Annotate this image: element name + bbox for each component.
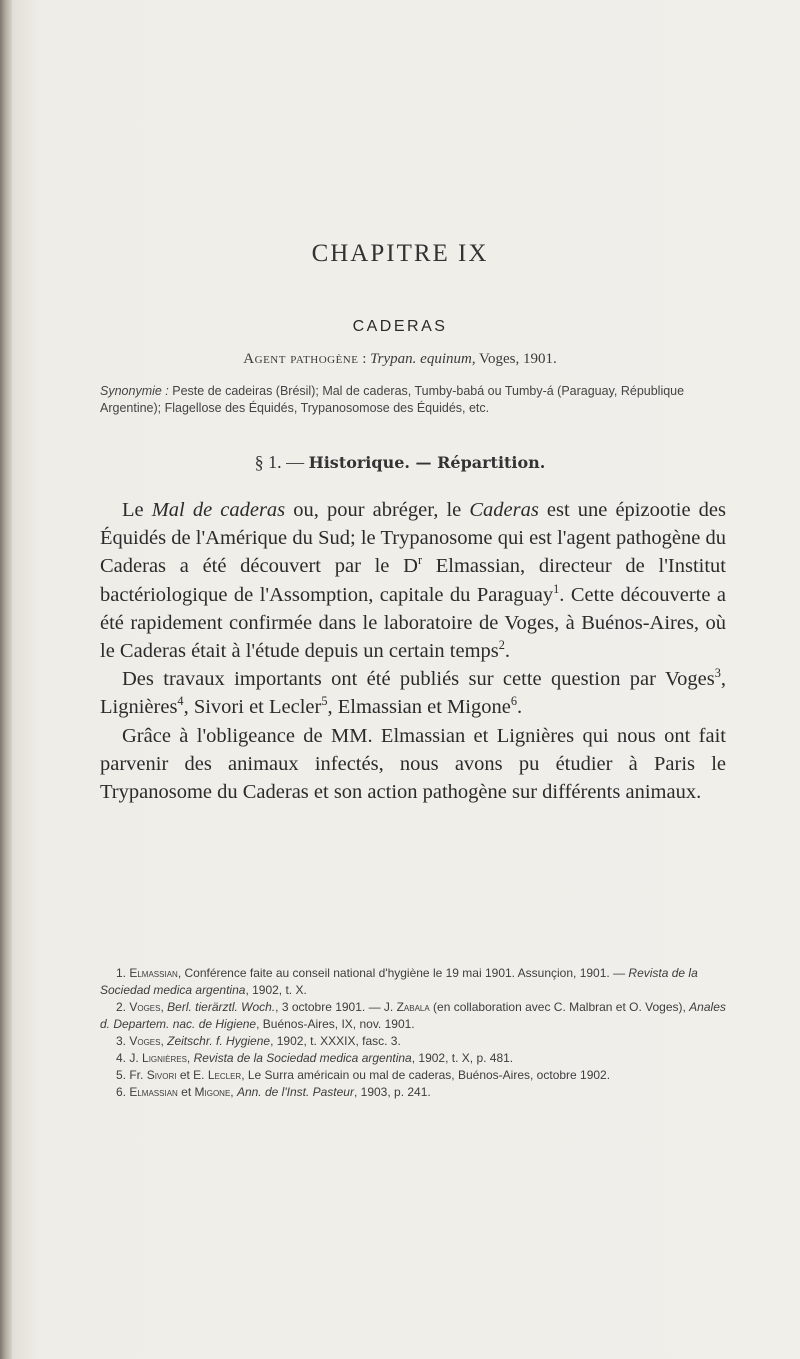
page-binding-shadow (0, 0, 12, 1359)
footnote-ref-5: 5 (321, 694, 328, 709)
footnote-6-number: 6. (116, 1085, 130, 1099)
section-heading (0, 452, 800, 473)
synonymie-block (100, 383, 725, 417)
footnote-3-journal: Zeitschr. f. Hygiene (167, 1034, 271, 1048)
footnote-5-author-2: Lecler (207, 1068, 242, 1082)
footnote-3-text-a: , (160, 1034, 168, 1048)
footnote-1-text-a: , Conférence faite au conseil national d'hygiène le 19 mai 1901. Assunçion, 1901. — (177, 966, 629, 980)
footnote-4 (100, 1050, 727, 1067)
footnote-2-text-c: (en collaboration avec C. Malbran et O. Voges), (429, 1000, 690, 1014)
footnote-5-text-b: , Le Surra américain ou mal de caderas, Buénos-Aires, octobre 1902. (241, 1068, 611, 1082)
footnote-5-text-a: et E. (176, 1068, 208, 1082)
footnote-2-text-b: , 3 octobre 1901. — J. (275, 1000, 397, 1014)
p1-sup-docteur: r (417, 553, 423, 568)
p2-text-d: , Elmassian et Migone (327, 696, 511, 719)
pathogen-agent-line (0, 351, 800, 368)
paragraph-1 (100, 496, 726, 665)
footnote-6-author-2: Migone (194, 1085, 231, 1099)
footnotes (100, 965, 727, 1101)
footnote-2-author: Voges (129, 1000, 161, 1014)
footnote-1 (100, 965, 727, 999)
p2-text-a: Des travaux importants ont été publiés sur cette question par Voges (122, 668, 715, 691)
p1-text-g: . Cette découverte a été rapidement confirmée dans le laboratoire de Voges, à Buénos-Aires, où le Caderas était à l'étude depuis un certain temps (100, 583, 726, 663)
section-number: § 1. — (254, 452, 305, 472)
p1-text-h: . (504, 640, 511, 663)
footnote-4-number: 4. J. (116, 1051, 143, 1065)
footnote-ref-3: 3 (714, 666, 721, 681)
footnote-2-journal-2: Anales d. Departem. nac. de Higiene (100, 1000, 726, 1031)
footnote-4-journal: Revista de la Sociedad medica argentina (193, 1051, 412, 1065)
footnote-4-author: Lignières (142, 1051, 187, 1065)
footnote-1-journal: Revista de la Sociedad medica argentina (100, 966, 698, 997)
footnote-3-number: 3. (116, 1034, 130, 1048)
p2-text-b: , Lignières (100, 668, 726, 719)
footnote-2-journal: Berl. tierärztl. Woch. (167, 1000, 276, 1014)
p1-text-f: Elmassian, directeur de l'Institut bactériologique de l'Assomption, capitale du Paraguay (100, 555, 726, 606)
footnote-2 (100, 999, 727, 1033)
body-text (100, 496, 726, 806)
footnote-1-text-b: , 1902, t. X. (245, 983, 307, 997)
footnote-2-number: 2. (116, 1000, 130, 1014)
agent-separator: : (358, 351, 371, 367)
p1-italic-mal-de-caderas: Mal de caderas (151, 499, 286, 521)
footnote-1-author: Elmassian (129, 966, 178, 980)
footnote-ref-4: 4 (177, 694, 184, 709)
paragraph-2 (100, 665, 726, 721)
footnote-ref-2: 2 (498, 638, 505, 653)
footnote-2-text-a: , (160, 1000, 168, 1014)
footnote-3-text-b: , 1902, t. XXXIX, fasc. 3. (270, 1034, 401, 1048)
synonymie-text: Peste de cadeiras (Brésil); Mal de caderas, Tumby-babá ou Tumby-á (Paraguay, République Argentine); Flagellose des Équidés, Trypanosomose des Équidés, etc. (100, 384, 685, 415)
footnote-ref-1: 1 (553, 581, 560, 596)
synonymie-label: Synonymie : (100, 384, 169, 398)
footnote-2-text-d: , Buénos-Aires, IX, nov. 1901. (256, 1017, 415, 1031)
p1-text-e: est une épizootie des Équidés de l'Amérique du Sud; le Trypanosome qui est l'agent pathogène du Caderas a été découvert par le D (100, 499, 726, 578)
footnote-3 (100, 1033, 727, 1050)
footnote-6-text-b: , (230, 1085, 237, 1099)
p1-italic-caderas: Caderas (469, 499, 539, 521)
chapter-title: CHAPITRE IX (311, 240, 489, 267)
footnote-6-text-c: , 1903, p. 241. (353, 1085, 431, 1099)
footnote-6 (100, 1084, 727, 1101)
subject-title: CADERAS (352, 318, 448, 335)
footnote-1-number: 1. (116, 966, 130, 980)
footnote-6-journal: Ann. de l'Inst. Pasteur (236, 1085, 354, 1099)
footnote-5-number: 5. Fr. (116, 1068, 147, 1082)
paragraph-3: Grâce à l'obligeance de MM. Elmassian et Lignières qui nous ont fait parvenir des animaux infectés, nous avons pu étudier à Paris le Trypanosome du Caderas et son action pathogène sur différents animaux. (100, 724, 726, 804)
p2-text-c: , Sivori et Lecler (183, 696, 322, 719)
p2-text-e: . (517, 696, 523, 719)
p1-text-a: Le (122, 499, 152, 521)
p1-text-c: ou, pour abréger, le (285, 499, 470, 521)
footnote-5 (100, 1067, 727, 1084)
agent-authority: , Voges, 1901. (471, 351, 557, 367)
footnote-2-author-2: Zabala (396, 1000, 430, 1014)
footnote-3-author: Voges (129, 1034, 161, 1048)
footnote-4-text-a: , (186, 1051, 194, 1065)
agent-species: Trypan. equinum (370, 351, 472, 367)
agent-label: Agent pathogène (243, 351, 359, 367)
footnote-6-text-a: et (177, 1085, 195, 1099)
footnote-5-author: Sivori (146, 1068, 177, 1082)
footnote-6-author: Elmassian (129, 1085, 178, 1099)
footnote-ref-6: 6 (510, 694, 517, 709)
section-title: Historique. — Répartition. (308, 453, 546, 472)
footnote-4-text-b: , 1902, t. X, p. 481. (411, 1051, 514, 1065)
